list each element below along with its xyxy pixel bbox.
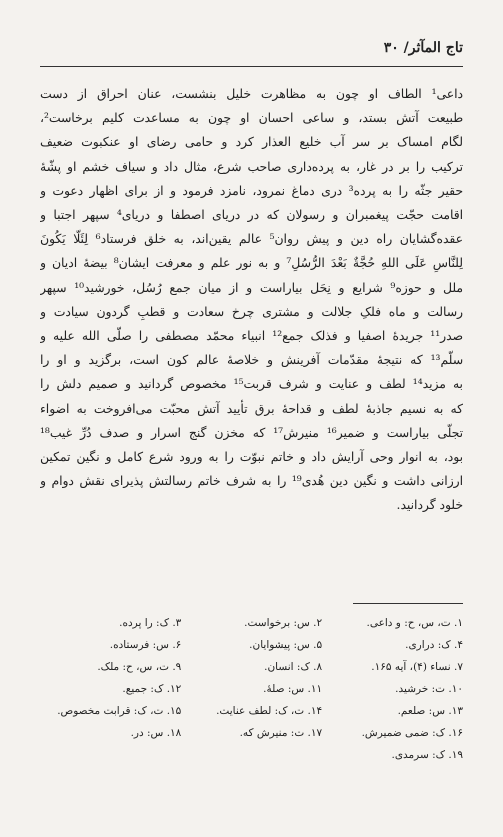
footnote: ۱۲. ک: جمیع. — [122, 683, 182, 695]
footnote: ۱۶. ک: ضمی ضمیرش. — [361, 727, 463, 739]
header-rule — [40, 66, 463, 67]
footnote-row — [40, 678, 463, 700]
text-line: سلّم¹³ که نتیجهٔ مقدّمات آفرینش و خلاصهٔ عالم کون است، برگزید و او را — [40, 353, 463, 368]
footnote-row — [40, 722, 463, 744]
text-line: لگام امساک بر سر آب خلیع العذار کرد و حامی رضای او عنکبوت ضعیف — [40, 135, 463, 150]
text-line: حقیر جثّه را به پرده³ دری دماغ نمرود، نامزد فرمود و از برای اظهار دعوت و — [40, 183, 463, 198]
footnote-row — [40, 700, 463, 722]
main-text — [40, 82, 463, 518]
footnote-row — [40, 612, 463, 634]
footnote: ۷. نساء (۴)، آیه ۱۶۵. — [371, 661, 463, 673]
footnote: ۱۱. س: صلهٔ. — [263, 683, 323, 695]
text-line: ملل و حوزه⁹ شرایع و نِحَل بیاراست و از میان جمع رُسُل، خورشید¹⁰ سپهر — [40, 280, 463, 295]
text-line: رسالت و ماه فلکِ جلالت و مشتری چرخ سعادت و قطبِ گردون سیادت و — [40, 304, 463, 319]
footnote: ۱۹. ک: سرمدی. — [391, 749, 463, 761]
footnote-row — [40, 656, 463, 678]
footnote: ۹. ت، س، ح: ملک. — [97, 661, 182, 673]
text-line: خلود گردانید. — [396, 498, 463, 513]
footnote: ۵. س: پیشوایان. — [249, 639, 323, 651]
footnote: ۱۷. ت: منیرش که. — [239, 727, 323, 739]
footnote: ۲. س: برخواست. — [244, 617, 323, 629]
text-line: عقده‌گشایان راه دین و پیش روان⁵ عالم یقین‌اند، به خلق فرستاد⁶ لِئَلّا یَکُونَ — [40, 232, 463, 247]
footnote-row — [40, 634, 463, 656]
footnotes — [40, 612, 463, 766]
text-line: ترکیب را بر در غار، به پرده‌داری صاحب شرع، مثال داد و سیاف خشم او پشّهٔ — [40, 159, 463, 174]
running-title: تاج المآثر/ ۳۰ — [383, 40, 463, 56]
footnote: ۸. ک: انسان. — [264, 661, 323, 673]
footnote — [181, 744, 322, 766]
footnote: ۶. س: فرستاده. — [109, 639, 182, 651]
text-line: تجلّی بیاراست و ضمیر¹⁶ منیرش¹⁷ که مخزن گنج اسرار و صدف دُرِّ غیب¹⁸ — [40, 425, 463, 440]
text-line: لِلنَّاسِ عَلَی اللهِ حُجَّةٌ بَعْدَ الرُّسُلِ⁷ و به نور علم و معرفت ایشان⁸ بیضهٔ ادیان و — [40, 256, 463, 271]
footnote-separator — [353, 603, 463, 604]
text-line: اقامت حجّت پیغمبران و رسولان که در دریای اصطفا و دریای⁴ سپهر اجتبا و — [40, 208, 463, 223]
text-line: بود، به انوار وحی آرایش داد و خاتم نبوّت را به ورود شرع کامل و نگین تمکین — [40, 450, 463, 465]
footnote: ۴. ک: دراری. — [405, 639, 463, 651]
text-line: طبیعت آتش بستد، و ساعی احسان او چون به مساعدت کلیم برخاست²، — [40, 111, 463, 126]
footnote: ۱۳. س: صلعم. — [397, 705, 463, 717]
footnote: ۱۵. ت، ک: قرابت مخصوص. — [57, 705, 182, 717]
text-line: داعی¹ الطاف او چون به مظاهرت خلیل بنشست، عنان احراق از دست — [40, 87, 463, 101]
footnote: ۱۰. ت: خرشید. — [395, 683, 463, 695]
footnote-row — [40, 744, 463, 766]
footnote: ۳. ک: را پرده. — [119, 617, 182, 629]
footnote — [40, 744, 181, 766]
footnote: ۱۸. س: در. — [130, 727, 182, 739]
text-line: صدر¹¹ جریدهٔ اصفیا و فذلک جمع¹² انبیاء محمّد مصطفی را صلّی الله علیه و — [40, 329, 463, 344]
footnote: ۱۴. ت، ک: لطف عنایت. — [216, 705, 323, 717]
footnote: ۱. ت، س، ح: و داعی. — [366, 617, 463, 629]
text-line: ارزانی داشت و نگین دین هُدی¹⁹ را به شرف خاتم رسالتش پذیرای نقش دوام و — [40, 474, 463, 489]
page-header — [40, 40, 463, 62]
text-line: که به نسیم جاذبهٔ لطف و قداحهٔ برق تأیید آتش محبّت می‌افروخت به اضواء — [40, 401, 463, 416]
text-line: به مزید¹⁴ لطف و عنایت و شرف قربت¹⁵ مخصوص گردانید و صمیم دلش را — [40, 377, 463, 392]
